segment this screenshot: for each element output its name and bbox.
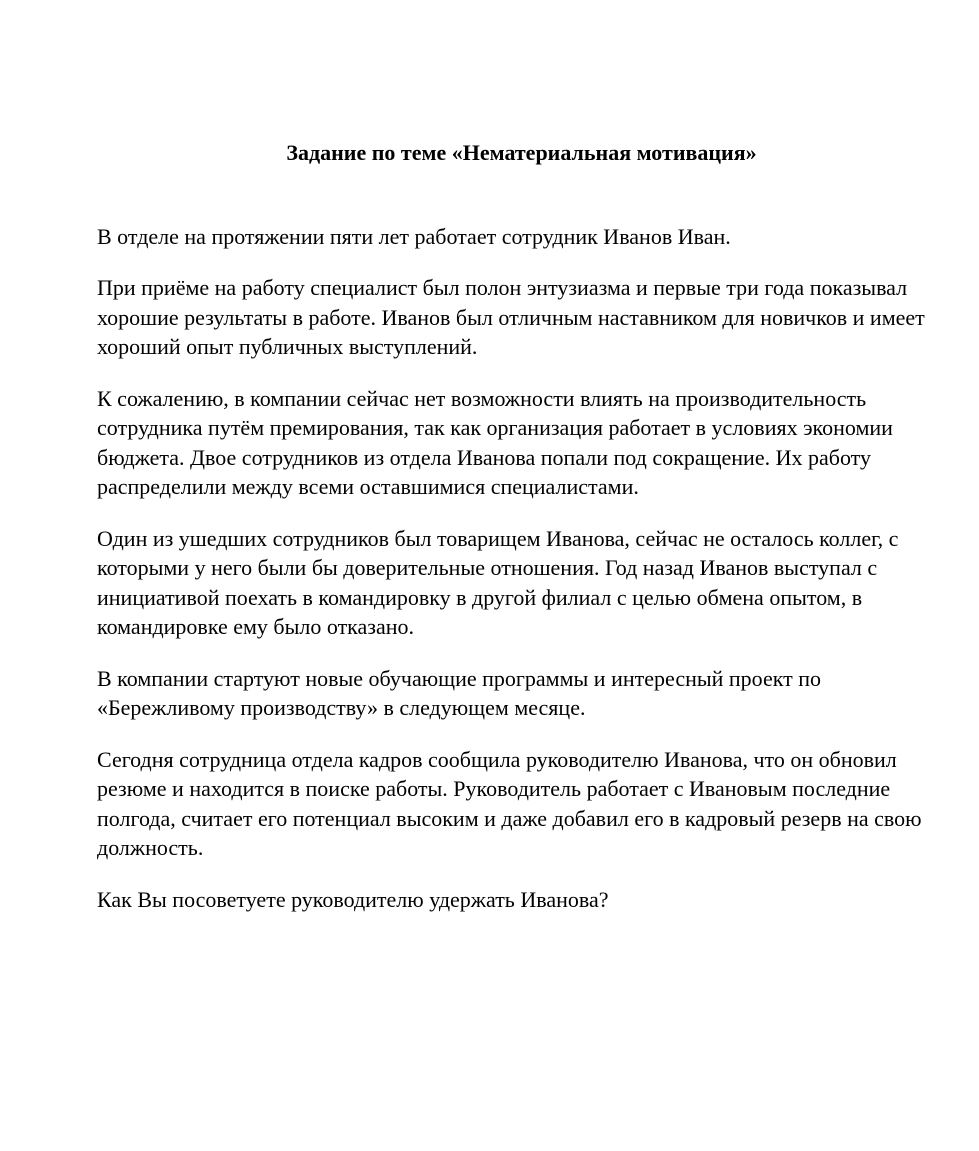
document-content: [97, 138, 946, 936]
document-title: Задание по теме «Нематериальная мотивация»: [286, 140, 757, 165]
paragraph: К сожалению, в компании сейчас нет возможности влиять на производительность сотрудника путём премирования, так как организация работает в условиях экономии бюджета. Двое сотрудников из отдела Иванова попали под сокращение. Их работу распределили между всеми оставшимися специалистами.: [97, 385, 893, 499]
document-body: [97, 222, 946, 915]
paragraph: Как Вы посоветуете руководителю удержать Иванова?: [97, 886, 609, 912]
paragraph: В компании стартуют новые обучающие программы и интересный проект по «Бережливому производству» в следующем месяце.: [97, 665, 822, 720]
paragraph: Один из ушедших сотрудников был товарищем Иванова, сейчас не осталось коллег, с которыми у него были бы доверительные отношения. Год назад Иванов выступал с инициативой поехать в командировку в другой филиал с целью обмена опытом, в командировке ему было отказано.: [97, 525, 899, 639]
paragraph: При приёме на работу специалист был полон энтузиазма и первые три года показывал хорошие результаты в работе. Иванов был отличным наставником для новичков и имеет хороший опыт публичных выступлений.: [97, 275, 925, 359]
paragraph: Сегодня сотрудница отдела кадров сообщила руководителю Иванова, что он обновил резюме и находится в поиске работы. Руководитель работает с Ивановым последние полгода, считает его потенциал высоким и даже добавил его в кадровый резерв на свою должность.: [97, 746, 922, 860]
paragraph: В отделе на протяжении пяти лет работает сотрудник Иванов Иван.: [97, 223, 731, 249]
